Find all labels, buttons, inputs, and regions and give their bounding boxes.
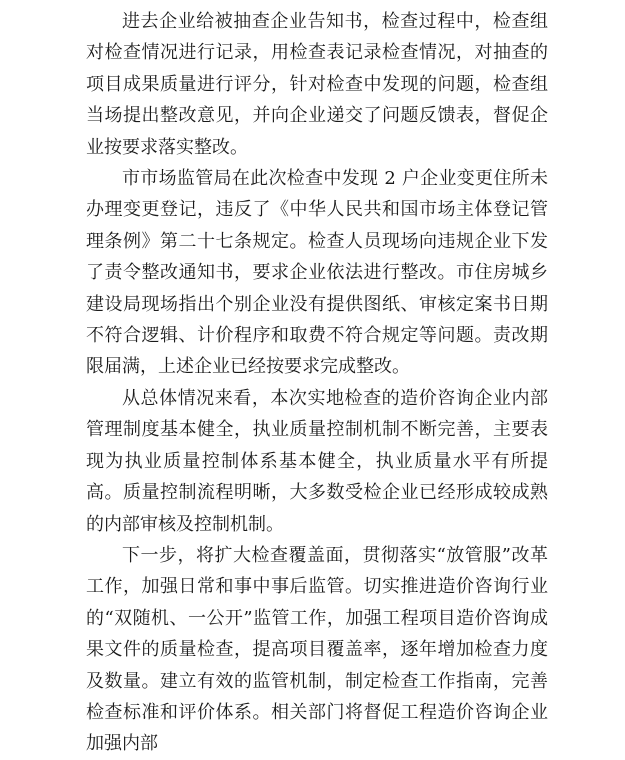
paragraph-3: 从总体情况来看，本次实地检查的造价咨询企业内部管理制度基本健全，执业质量控制机制不断完善，主要表现为执业质量控制体系基本健全，执业质量水平有所提高。质量控制流程明晰，大多数受检企业已经形成较成熟的内部审核及控制机制。 — [86, 387, 548, 535]
paragraph-1: 进去企业给被抽查企业告知书，检查过程中，检查组对检查情况进行记录，用检查表记录检查情况，对抽查的项目成果质量进行评分，针对检查中发现的问题，检查组当场提出整改意见，并向企业递交了问题反馈表，督促企业按要求落实整改。 — [86, 11, 548, 158]
document-page — [86, 6, 548, 760]
paragraph-4: 下一步，将扩大检查覆盖面，贯彻落实“放管服”改革工作，加强日常和事中事后监管。切实推进造价咨询行业的“双随机、一公开”监管工作，加强工程项目造价咨询成果文件的质量检查，提高项目覆盖率，逐年增加检查力度及数量。建立有效的监管机制，制定检查工作指南，完善检查标准和评价体系。相关部门将督促工程造价咨询企业加强内部 — [86, 544, 548, 755]
paragraph-2: 市市场监管局在此次检查中发现 2 户企业变更住所未办理变更登记，违反了《中华人民共和国市场主体登记管理条例》第二十七条规定。检查人员现场向违规企业下发了责令整改通知书，要求企业依法进行整改。市住房城乡建设局现场指出个别企业没有提供图纸、审核定案书日期不符合逻辑、计价程序和取费不符合规定等问题。责改期限届满，上述企业已经按要求完成整改。 — [86, 168, 548, 378]
